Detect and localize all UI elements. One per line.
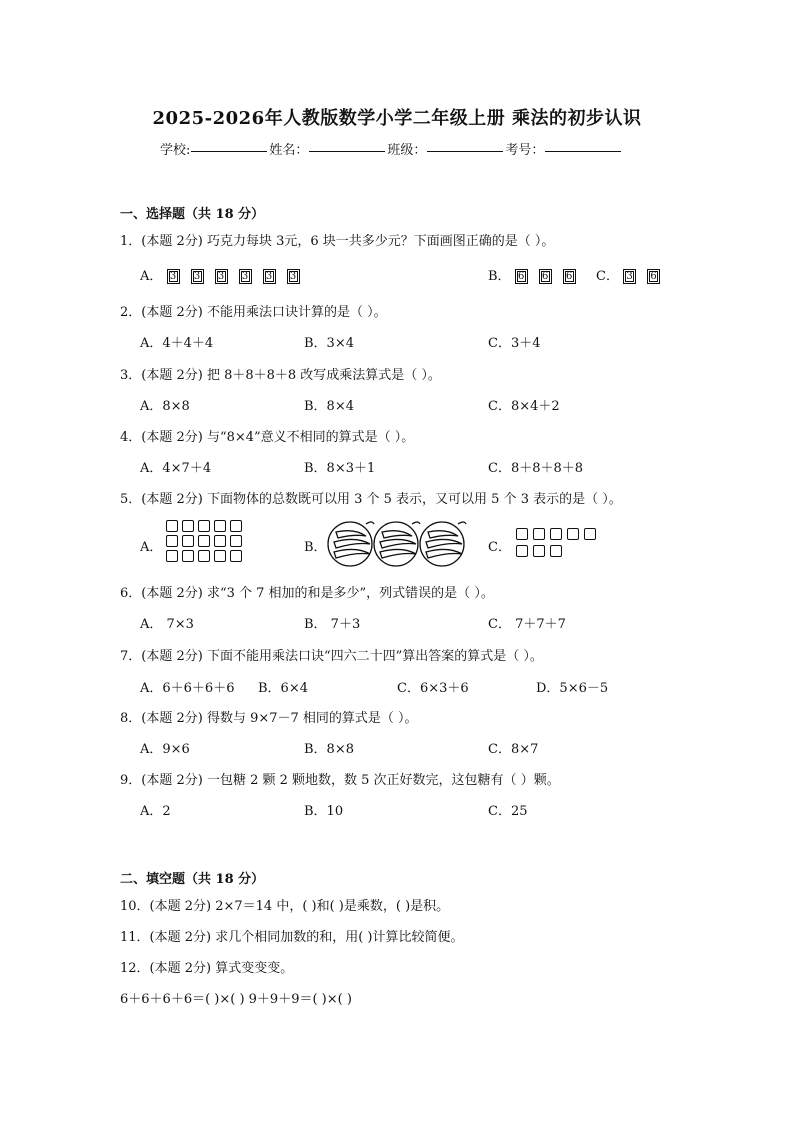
question-4-option-c[interactable]: C．8＋8＋8＋8 [488, 461, 584, 476]
question-7-option-d[interactable]: D．5×6－5 [536, 681, 609, 696]
question-11[interactable]: 11．(本题 2分) 求几个相同加数的和，用( )计算比较简便。 [120, 930, 464, 945]
small-square [516, 528, 528, 540]
option-b-boxes [515, 269, 587, 284]
question-8-option-c[interactable]: C．8×7 [488, 742, 539, 757]
small-square [182, 550, 194, 562]
number-box: 3 [191, 269, 204, 284]
question-2: 2．(本题 2分) 不能用乘法口诀计算的是（ ）。 [120, 305, 387, 320]
small-square [166, 520, 178, 532]
small-square [198, 535, 210, 547]
small-square [230, 550, 242, 562]
small-square [214, 550, 226, 562]
small-square [567, 528, 579, 540]
question-4-option-b[interactable]: B．8×3＋1 [304, 461, 376, 476]
question-5: 5．(本题 2分) 下面物体的总数既可以用 3 个 5 表示，又可以用 5 个 3 表示的是（ ）。 [120, 492, 622, 507]
question-12-equations[interactable]: 6＋6＋6＋6＝( )×( ) 9＋9＋9＝( )×( ) [120, 992, 352, 1007]
name-label: 姓名： [269, 143, 309, 158]
small-square [214, 535, 226, 547]
question-10[interactable]: 10．(本题 2分) 2×7＝14 中，( )和( )是乘数，( )是积。 [120, 899, 450, 914]
small-square [230, 535, 242, 547]
question-1: 1．(本题 2分) 巧克力每块 3元，6 块一共多少元？下面画图正确的是（ ）。 [120, 234, 555, 249]
square-grid-5-plus-3 [516, 528, 608, 562]
small-square [166, 535, 178, 547]
number-box: 6 [515, 269, 528, 284]
number-box: 3 [215, 269, 228, 284]
question-2-option-c[interactable]: C．3＋4 [488, 336, 541, 351]
small-square [198, 550, 210, 562]
school-label: 学校: [160, 143, 191, 158]
question-6-option-a[interactable]: A． 7×3 [140, 617, 194, 632]
question-3-option-a[interactable]: A．8×8 [140, 399, 190, 414]
name-blank[interactable] [309, 139, 385, 152]
question-7-option-a[interactable]: A．6＋6＋6＋6 [140, 681, 235, 696]
question-1-option-c[interactable]: C． 3 6 [596, 265, 671, 284]
number-box: 3 [287, 269, 300, 284]
question-5-option-c[interactable]: C． [488, 540, 511, 555]
question-9-option-b[interactable]: B．10 [304, 804, 344, 819]
question-6-option-c[interactable]: C． 7＋7＋7 [488, 617, 566, 632]
question-1-option-a[interactable]: A． 3 3 3 3 3 3 [140, 265, 311, 284]
exam-number-label: 考号： [505, 143, 545, 158]
question-6: 6．(本题 2分) 求“3 个 7 相加的和是多少”，列式错误的是（ ）。 [120, 586, 494, 601]
question-7: 7．(本题 2分) 下面不能用乘法口诀“四六二十四”算出答案的算式是（ ）。 [120, 649, 543, 664]
small-square [533, 545, 545, 557]
small-square [182, 520, 194, 532]
question-1-option-b[interactable]: B． 6 6 6 [488, 265, 587, 284]
question-8: 8．(本题 2分) 得数与 9×7－7 相同的算式是（ ）。 [120, 711, 418, 726]
small-square [516, 545, 528, 557]
question-3-option-c[interactable]: C．8×4＋2 [488, 399, 560, 414]
question-12: 12．(本题 2分) 算式变变变。 [120, 961, 294, 976]
question-5-option-a[interactable]: A． [140, 540, 163, 555]
question-5-option-b[interactable]: B． [304, 540, 327, 555]
small-square [533, 528, 545, 540]
option-a-boxes [167, 269, 311, 284]
question-7-option-b[interactable]: B．6×4 [258, 681, 308, 696]
small-square [214, 520, 226, 532]
school-blank[interactable] [191, 139, 267, 152]
question-9-option-c[interactable]: C．25 [488, 804, 528, 819]
number-box: 6 [539, 269, 552, 284]
small-square [166, 550, 178, 562]
number-box: 6 [647, 269, 660, 284]
class-label: 班级： [387, 143, 427, 158]
question-2-option-b[interactable]: B．3×4 [304, 336, 354, 351]
question-6-option-b[interactable]: B． 7＋3 [304, 617, 361, 632]
section-2-title: 二、填空题（共 18 分） [120, 872, 265, 887]
question-4-option-a[interactable]: A．4×7＋4 [140, 461, 212, 476]
small-square [550, 545, 562, 557]
question-8-option-a[interactable]: A．9×6 [140, 742, 190, 757]
question-4: 4．(本题 2分) 与“8×4”意义不相同的算式是（ ）。 [120, 430, 415, 445]
student-info-line [160, 139, 623, 158]
class-blank[interactable] [427, 139, 503, 152]
small-square [584, 528, 596, 540]
question-7-option-c[interactable]: C．6×3＋6 [397, 681, 469, 696]
question-3-option-b[interactable]: B．8×4 [304, 399, 354, 414]
square-grid-3x5 [166, 520, 250, 566]
number-box: 3 [623, 269, 636, 284]
question-9: 9．(本题 2分) 一包糖 2 颗 2 颗地数，数 5 次正好数完，这包糖有（ ）颗。 [120, 773, 560, 788]
number-box: 6 [563, 269, 576, 284]
small-square [198, 520, 210, 532]
question-2-option-a[interactable]: A．4＋4＋4 [140, 336, 214, 351]
exam-number-blank[interactable] [545, 139, 621, 152]
small-square [230, 520, 242, 532]
question-9-option-a[interactable]: A．2 [140, 804, 171, 819]
option-c-boxes [623, 269, 671, 284]
small-square [550, 528, 562, 540]
number-box: 3 [239, 269, 252, 284]
number-box: 3 [167, 269, 180, 284]
question-3: 3．(本题 2分) 把 8＋8＋8＋8 改写成乘法算式是（ ）。 [120, 368, 441, 383]
banana-bunches-image [326, 516, 468, 570]
question-8-option-b[interactable]: B．8×8 [304, 742, 354, 757]
page-title: 2025-2026年人教版数学小学二年级上册 乘法的初步认识 [152, 108, 642, 129]
section-1-title: 一、选择题（共 18 分） [120, 207, 265, 222]
number-box: 3 [263, 269, 276, 284]
small-square [182, 535, 194, 547]
